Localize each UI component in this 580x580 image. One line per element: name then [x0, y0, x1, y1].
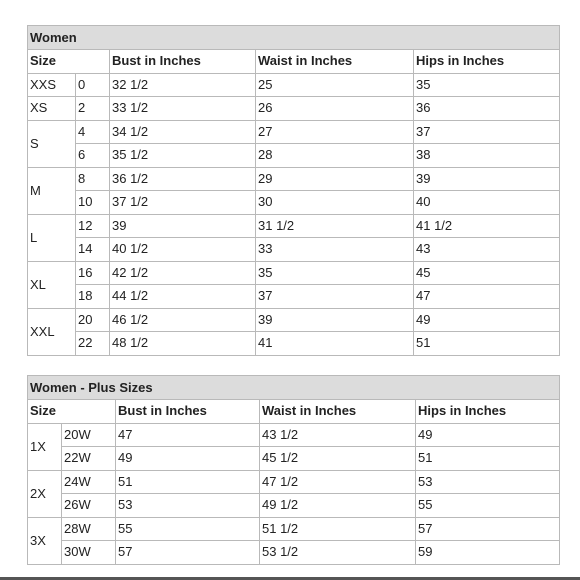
waist-cell: 27 — [256, 120, 414, 144]
plus-header-row — [28, 400, 560, 424]
size-number-cell: 20W — [62, 423, 116, 447]
size-number-cell: 22 — [76, 332, 110, 356]
hips-cell: 47 — [414, 285, 560, 309]
bust-cell: 37 1/2 — [110, 191, 256, 215]
size-row — [28, 120, 560, 144]
size-number-cell: 0 — [76, 73, 110, 97]
hips-cell: 40 — [414, 191, 560, 215]
size-header: Size — [28, 50, 110, 74]
waist-cell: 30 — [256, 191, 414, 215]
size-label-cell: 2X — [28, 470, 62, 517]
size-row — [28, 541, 560, 565]
bust-cell: 34 1/2 — [110, 120, 256, 144]
waist-cell: 26 — [256, 97, 414, 121]
waist-header: Waist in Inches — [256, 50, 414, 74]
size-number-cell: 6 — [76, 144, 110, 168]
bust-cell: 57 — [116, 541, 260, 565]
waist-cell: 51 1/2 — [260, 517, 416, 541]
size-number-cell: 2 — [76, 97, 110, 121]
hips-header: Hips in Inches — [414, 50, 560, 74]
waist-cell: 29 — [256, 167, 414, 191]
waist-cell: 33 — [256, 238, 414, 262]
bust-cell: 40 1/2 — [110, 238, 256, 262]
size-row — [28, 494, 560, 518]
waist-cell: 39 — [256, 308, 414, 332]
bust-header: Bust in Inches — [116, 400, 260, 424]
waist-header: Waist in Inches — [260, 400, 416, 424]
hips-cell: 51 — [416, 447, 560, 471]
waist-cell: 47 1/2 — [260, 470, 416, 494]
size-number-cell: 12 — [76, 214, 110, 238]
size-row — [28, 285, 560, 309]
size-number-cell: 28W — [62, 517, 116, 541]
waist-cell: 25 — [256, 73, 414, 97]
hips-cell: 43 — [414, 238, 560, 262]
women-size-table — [27, 25, 560, 356]
bust-cell: 42 1/2 — [110, 261, 256, 285]
size-header: Size — [28, 400, 116, 424]
bust-cell: 49 — [116, 447, 260, 471]
size-row — [28, 238, 560, 262]
waist-cell: 49 1/2 — [260, 494, 416, 518]
waist-cell: 53 1/2 — [260, 541, 416, 565]
size-label-cell: XS — [28, 97, 76, 121]
bust-cell: 39 — [110, 214, 256, 238]
bust-cell: 53 — [116, 494, 260, 518]
size-number-cell: 16 — [76, 261, 110, 285]
plus-table-title: Women - Plus Sizes — [28, 376, 560, 400]
waist-cell: 35 — [256, 261, 414, 285]
hips-cell: 57 — [416, 517, 560, 541]
size-label-cell: XL — [28, 261, 76, 308]
hips-cell: 49 — [414, 308, 560, 332]
size-row — [28, 423, 560, 447]
hips-cell: 37 — [414, 120, 560, 144]
waist-cell: 37 — [256, 285, 414, 309]
size-label-cell: XXS — [28, 73, 76, 97]
size-row — [28, 144, 560, 168]
hips-cell: 38 — [414, 144, 560, 168]
size-number-cell: 8 — [76, 167, 110, 191]
bust-cell: 51 — [116, 470, 260, 494]
hips-cell: 53 — [416, 470, 560, 494]
size-number-cell: 10 — [76, 191, 110, 215]
women-table-body — [28, 26, 560, 356]
bust-cell: 55 — [116, 517, 260, 541]
size-number-cell: 22W — [62, 447, 116, 471]
size-row — [28, 167, 560, 191]
bust-cell: 35 1/2 — [110, 144, 256, 168]
hips-cell: 39 — [414, 167, 560, 191]
size-row — [28, 308, 560, 332]
bust-cell: 44 1/2 — [110, 285, 256, 309]
size-label-cell: M — [28, 167, 76, 214]
waist-cell: 28 — [256, 144, 414, 168]
hips-cell: 55 — [416, 494, 560, 518]
hips-cell: 51 — [414, 332, 560, 356]
waist-cell: 41 — [256, 332, 414, 356]
bust-cell: 46 1/2 — [110, 308, 256, 332]
hips-cell: 41 1/2 — [414, 214, 560, 238]
size-number-cell: 14 — [76, 238, 110, 262]
bust-header: Bust in Inches — [110, 50, 256, 74]
bust-cell: 48 1/2 — [110, 332, 256, 356]
size-row — [28, 97, 560, 121]
size-row — [28, 517, 560, 541]
plus-size-table — [27, 375, 560, 565]
bust-cell: 33 1/2 — [110, 97, 256, 121]
size-label-cell: S — [28, 120, 76, 167]
size-row — [28, 261, 560, 285]
waist-cell: 43 1/2 — [260, 423, 416, 447]
size-number-cell: 26W — [62, 494, 116, 518]
hips-cell: 49 — [416, 423, 560, 447]
size-label-cell: XXL — [28, 308, 76, 355]
size-row — [28, 470, 560, 494]
size-number-cell: 24W — [62, 470, 116, 494]
size-label-cell: 1X — [28, 423, 62, 470]
plus-table-body — [28, 376, 560, 565]
bust-cell: 32 1/2 — [110, 73, 256, 97]
hips-cell: 35 — [414, 73, 560, 97]
size-number-cell: 4 — [76, 120, 110, 144]
size-number-cell: 20 — [76, 308, 110, 332]
waist-cell: 45 1/2 — [260, 447, 416, 471]
size-number-cell: 30W — [62, 541, 116, 565]
hips-cell: 59 — [416, 541, 560, 565]
size-label-cell: L — [28, 214, 76, 261]
women-title-row — [28, 26, 560, 50]
hips-header: Hips in Inches — [416, 400, 560, 424]
size-row — [28, 73, 560, 97]
hips-cell: 45 — [414, 261, 560, 285]
women-table-title: Women — [28, 26, 560, 50]
size-number-cell: 18 — [76, 285, 110, 309]
bust-cell: 36 1/2 — [110, 167, 256, 191]
waist-cell: 31 1/2 — [256, 214, 414, 238]
hips-cell: 36 — [414, 97, 560, 121]
size-row — [28, 447, 560, 471]
size-row — [28, 191, 560, 215]
size-label-cell: 3X — [28, 517, 62, 564]
plus-title-row — [28, 376, 560, 400]
women-header-row — [28, 50, 560, 74]
size-row — [28, 332, 560, 356]
size-row — [28, 214, 560, 238]
bust-cell: 47 — [116, 423, 260, 447]
